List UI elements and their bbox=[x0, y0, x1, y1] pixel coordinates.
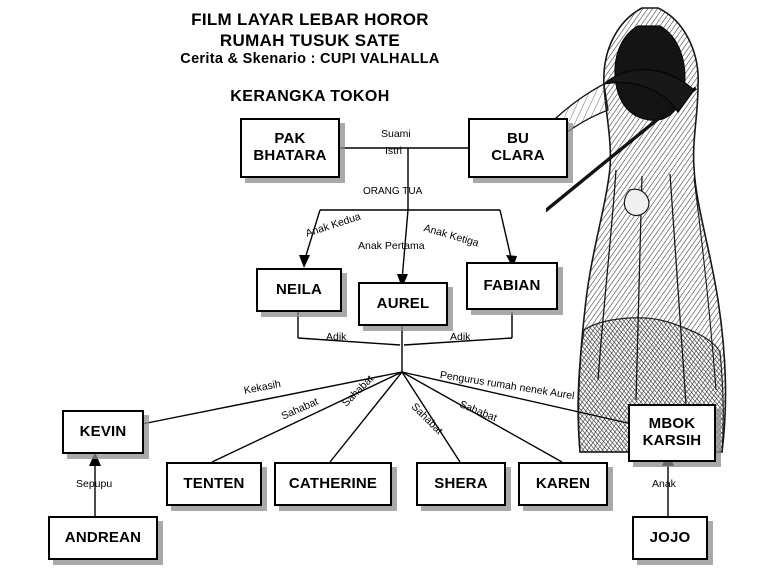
title-line-1: FILM LAYAR LEBAR HOROR bbox=[191, 10, 429, 29]
node-andrean-label: ANDREAN bbox=[64, 528, 142, 546]
node-fabian[interactable] bbox=[466, 262, 558, 310]
node-karen[interactable] bbox=[518, 462, 608, 506]
edge-label-pengurus: Pengurus rumah nenek Aurel bbox=[439, 369, 576, 403]
edge-label-sahabat-2: Sahabat bbox=[339, 373, 376, 410]
node-mbok-karsih-line1: MBOK bbox=[648, 415, 696, 433]
edge-label-anak-jojo: Anak bbox=[652, 478, 676, 490]
node-karen-label: KAREN bbox=[535, 474, 591, 492]
grim-reaper-illustration bbox=[546, 0, 770, 470]
edge-label-sahabat-3: Sahabat bbox=[408, 400, 445, 437]
node-pak-bhatara-line1: PAK bbox=[274, 130, 306, 148]
node-pak-bhatara[interactable] bbox=[240, 118, 340, 178]
node-neila-label: NEILA bbox=[276, 280, 322, 298]
node-jojo[interactable] bbox=[632, 516, 708, 560]
node-fabian-label: FABIAN bbox=[483, 276, 541, 294]
edge-label-anak-pertama: Anak Pertama bbox=[358, 240, 425, 252]
node-bu-clara-line2: CLARA bbox=[491, 147, 545, 164]
title-line-2: RUMAH TUSUK SATE bbox=[219, 30, 401, 50]
node-catherine[interactable] bbox=[274, 462, 392, 506]
edge-label-adik-left: Adik bbox=[326, 331, 347, 343]
node-andrean[interactable] bbox=[48, 516, 158, 560]
edge-label-kekasih: Kekasih bbox=[242, 377, 282, 397]
node-pak-bhatara-line2: BHATARA bbox=[253, 147, 327, 164]
node-mbok-karsih-line2: KARSIH bbox=[642, 432, 702, 449]
node-kevin-label: KEVIN bbox=[79, 422, 127, 440]
node-tenten-label: TENTEN bbox=[183, 474, 245, 492]
node-aurel-label: AUREL bbox=[376, 294, 430, 312]
edge-label-adik-right: Adik bbox=[450, 331, 471, 343]
node-tenten[interactable] bbox=[166, 462, 262, 506]
title-line-3: Cerita & Skenario : CUPI VALHALLA bbox=[180, 51, 440, 68]
node-neila[interactable] bbox=[256, 268, 342, 312]
title-block bbox=[0, 10, 620, 69]
node-bu-clara-line1: BU bbox=[506, 130, 530, 148]
edge-label-orang-tua: ORANG TUA bbox=[363, 186, 423, 197]
node-mbok-karsih[interactable] bbox=[628, 404, 716, 462]
node-bu-clara[interactable] bbox=[468, 118, 568, 178]
node-jojo-label: JOJO bbox=[649, 528, 691, 546]
node-kevin[interactable] bbox=[62, 410, 144, 454]
node-shera-label: SHERA bbox=[434, 474, 488, 492]
edge-label-suami: Suami bbox=[381, 128, 411, 140]
node-catherine-label: CATHERINE bbox=[288, 474, 378, 492]
page-subtitle: KERANGKA TOKOH bbox=[230, 88, 390, 105]
edge-label-anak-kedua: Anak Kedua bbox=[304, 210, 363, 240]
node-aurel[interactable] bbox=[358, 282, 448, 326]
edge-label-sepupu: Sepupu bbox=[76, 478, 113, 490]
edge-label-sahabat-4: Sahabat bbox=[457, 398, 499, 425]
edge-label-sahabat-1: Sahabat bbox=[279, 395, 321, 423]
edge-label-anak-ketiga: Anak Ketiga bbox=[422, 222, 481, 250]
node-shera[interactable] bbox=[416, 462, 506, 506]
edge-label-istri: Istri bbox=[385, 145, 402, 157]
